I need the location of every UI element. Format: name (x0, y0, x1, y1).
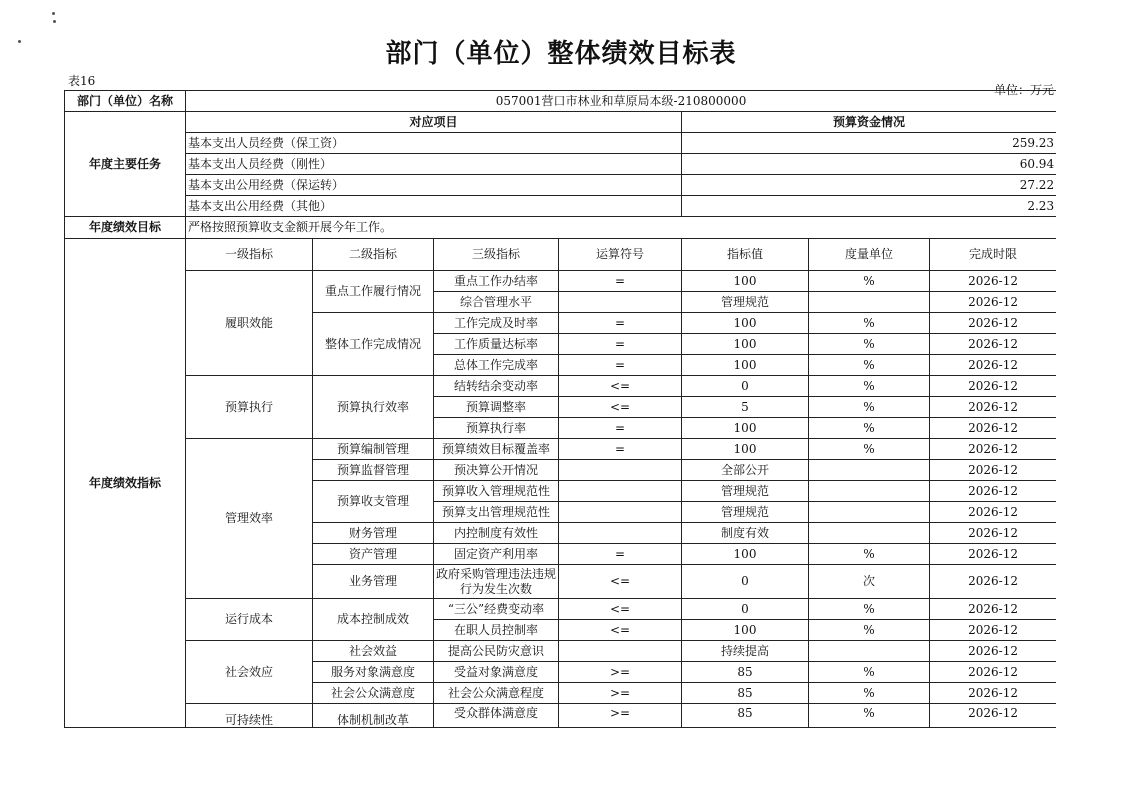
task-row (65, 175, 1057, 196)
indicator-l3: 预决算公开情况 (434, 460, 559, 481)
indicator-time: 2026-12 (930, 292, 1057, 313)
indicator-unit: % (809, 544, 930, 565)
indicator-value: 100 (682, 544, 809, 565)
indicator-unit: % (809, 418, 930, 439)
indicator-l3: 工作完成及时率 (434, 313, 559, 334)
indicator-l3: “三公”经费变动率 (434, 599, 559, 620)
indicator-value: 85 (682, 683, 809, 704)
indicator-l2: 社会公众满意度 (313, 683, 434, 704)
indicator-unit: % (809, 376, 930, 397)
indicator-op (559, 502, 682, 523)
goal-text: 严格按照预算收支金额开展今年工作。 (186, 217, 1057, 239)
indicator-op (559, 481, 682, 502)
indicator-time: 2026-12 (930, 620, 1057, 641)
indicator-op (559, 523, 682, 544)
indicator-unit: % (809, 683, 930, 704)
indicator-time: 2026-12 (930, 418, 1057, 439)
indicator-time: 2026-12 (930, 460, 1057, 481)
indicator-l2: 社会效益 (313, 641, 434, 662)
task-row (65, 196, 1057, 217)
indicator-time: 2026-12 (930, 523, 1057, 544)
indicator-op: >= (559, 662, 682, 683)
indicator-l1: 可持续性 (186, 704, 313, 728)
indicator-value: 5 (682, 397, 809, 418)
indicator-unit (809, 481, 930, 502)
indicator-value: 制度有效 (682, 523, 809, 544)
indicator-l3: 结转结余变动率 (434, 376, 559, 397)
indicator-op: = (559, 334, 682, 355)
indicator-op: <= (559, 599, 682, 620)
task-item: 基本支出人员经费（刚性） (186, 154, 682, 175)
indicator-l2: 服务对象满意度 (313, 662, 434, 683)
page-title: 部门（单位）整体绩效目标表 (385, 39, 737, 69)
indicator-unit: % (809, 620, 930, 641)
task-amount: 259.23 (682, 133, 1057, 154)
table-number: 表16 (68, 74, 96, 88)
indicator-time: 2026-12 (930, 683, 1057, 704)
indicator-op: >= (559, 704, 682, 728)
header-time: 完成时限 (930, 239, 1057, 271)
indicator-l3: 内控制度有效性 (434, 523, 559, 544)
indicator-l3: 总体工作完成率 (434, 355, 559, 376)
indicator-unit (809, 641, 930, 662)
indicator-time: 2026-12 (930, 662, 1057, 683)
indicator-l1: 社会效应 (186, 641, 313, 704)
indicator-l2: 业务管理 (313, 565, 434, 599)
task-amount: 60.94 (682, 154, 1057, 175)
indicator-l3: 预算收入管理规范性 (434, 481, 559, 502)
task-label: 年度主要任务 (65, 112, 186, 217)
task-item: 基本支出人员经费（保工资） (186, 133, 682, 154)
indicator-l2: 整体工作完成情况 (313, 313, 434, 376)
indicator-op: = (559, 313, 682, 334)
header-l1: 一级指标 (186, 239, 313, 271)
indicator-l3: 提高公民防灾意识 (434, 641, 559, 662)
indicator-l2: 预算监督管理 (313, 460, 434, 481)
indicator-op (559, 292, 682, 313)
task-col-item: 对应项目 (186, 112, 682, 133)
indicator-value: 持续提高 (682, 641, 809, 662)
indicator-time: 2026-12 (930, 599, 1057, 620)
indicator-op: = (559, 355, 682, 376)
indicator-value: 100 (682, 439, 809, 460)
indicator-l2: 预算收支管理 (313, 481, 434, 523)
indicator-op: <= (559, 565, 682, 599)
indicator-op: >= (559, 683, 682, 704)
indicator-op: = (559, 418, 682, 439)
indicator-l2: 资产管理 (313, 544, 434, 565)
indicator-value: 85 (682, 662, 809, 683)
indicator-unit: 次 (809, 565, 930, 599)
indicator-unit: % (809, 313, 930, 334)
goal-row (65, 217, 1057, 239)
indicator-l2: 体制机制改革 (313, 704, 434, 728)
indicator-value: 管理规范 (682, 292, 809, 313)
indicator-op: = (559, 544, 682, 565)
header-l3: 三级指标 (434, 239, 559, 271)
task-row (65, 154, 1057, 175)
indicator-op (559, 460, 682, 481)
scan-speck (52, 12, 55, 15)
indicator-row (65, 641, 1057, 662)
indicator-l1: 管理效率 (186, 439, 313, 599)
indicator-op: <= (559, 376, 682, 397)
indicator-time: 2026-12 (930, 565, 1057, 599)
indicator-l2: 财务管理 (313, 523, 434, 544)
indicator-l3: 预算绩效目标覆盖率 (434, 439, 559, 460)
indicator-l1: 预算执行 (186, 376, 313, 439)
dept-row (65, 91, 1057, 112)
indicator-l3: 受益对象满意度 (434, 662, 559, 683)
indicator-value: 全部公开 (682, 460, 809, 481)
task-col-budget: 预算资金情况 (682, 112, 1057, 133)
indicator-time: 2026-12 (930, 502, 1057, 523)
indicator-l3: 固定资产利用率 (434, 544, 559, 565)
indicator-unit (809, 502, 930, 523)
indicator-value: 100 (682, 313, 809, 334)
indicator-time: 2026-12 (930, 271, 1057, 292)
indicator-time: 2026-12 (930, 376, 1057, 397)
indicator-row (65, 439, 1057, 460)
indicator-op: = (559, 271, 682, 292)
indicator-label: 年度绩效指标 (65, 239, 186, 728)
indicator-value: 100 (682, 334, 809, 355)
indicator-l3: 综合管理水平 (434, 292, 559, 313)
header-op: 运算符号 (559, 239, 682, 271)
task-amount: 27.22 (682, 175, 1057, 196)
dept-value: 057001营口市林业和草原局本级-210800000 (186, 91, 1057, 112)
indicator-time: 2026-12 (930, 544, 1057, 565)
indicator-unit: % (809, 439, 930, 460)
indicator-row (65, 271, 1057, 292)
indicator-time: 2026-12 (930, 704, 1057, 728)
indicator-l2: 预算编制管理 (313, 439, 434, 460)
indicator-l1: 履职效能 (186, 271, 313, 376)
task-amount: 2.23 (682, 196, 1057, 217)
indicator-l2: 重点工作履行情况 (313, 271, 434, 313)
performance-table (64, 90, 1056, 728)
scan-speck (53, 20, 56, 23)
indicator-l3: 工作质量达标率 (434, 334, 559, 355)
indicator-l3: 预算调整率 (434, 397, 559, 418)
task-item: 基本支出公用经费（其他） (186, 196, 682, 217)
indicator-time: 2026-12 (930, 439, 1057, 460)
indicator-unit: % (809, 334, 930, 355)
dept-label: 部门（单位）名称 (65, 91, 186, 112)
indicator-time: 2026-12 (930, 641, 1057, 662)
indicator-op (559, 641, 682, 662)
indicator-op: <= (559, 397, 682, 418)
indicator-op: <= (559, 620, 682, 641)
indicator-time: 2026-12 (930, 397, 1057, 418)
task-item: 基本支出公用经费（保运转） (186, 175, 682, 196)
indicator-op: = (559, 439, 682, 460)
indicator-time: 2026-12 (930, 355, 1057, 376)
indicator-value: 0 (682, 376, 809, 397)
indicator-value: 0 (682, 565, 809, 599)
indicator-l3: 重点工作办结率 (434, 271, 559, 292)
header-value: 指标值 (682, 239, 809, 271)
indicator-value: 管理规范 (682, 502, 809, 523)
indicator-unit (809, 292, 930, 313)
indicator-l3: 社会公众满意程度 (434, 683, 559, 704)
indicator-row (65, 704, 1057, 728)
indicator-value: 85 (682, 704, 809, 728)
indicator-unit: % (809, 599, 930, 620)
indicator-value: 100 (682, 271, 809, 292)
indicator-value: 管理规范 (682, 481, 809, 502)
indicator-value: 100 (682, 418, 809, 439)
indicator-unit (809, 460, 930, 481)
indicator-unit: % (809, 271, 930, 292)
indicator-row (65, 376, 1057, 397)
indicator-unit: % (809, 355, 930, 376)
header-unit: 度量单位 (809, 239, 930, 271)
indicator-l1: 运行成本 (186, 599, 313, 641)
goal-label: 年度绩效目标 (65, 217, 186, 239)
task-header-row (65, 112, 1057, 133)
indicator-value: 0 (682, 599, 809, 620)
indicator-l3: 预算执行率 (434, 418, 559, 439)
indicator-unit: % (809, 662, 930, 683)
unit-label: 单位：万元 (993, 83, 1054, 97)
indicator-header-row (65, 239, 1057, 271)
indicator-l3: 预算支出管理规范性 (434, 502, 559, 523)
indicator-unit (809, 523, 930, 544)
indicator-value: 100 (682, 620, 809, 641)
task-row (65, 133, 1057, 154)
indicator-time: 2026-12 (930, 481, 1057, 502)
indicator-l3: 受众群体满意度 (434, 704, 559, 728)
indicator-time: 2026-12 (930, 313, 1057, 334)
indicator-l2: 成本控制成效 (313, 599, 434, 641)
indicator-time: 2026-12 (930, 334, 1057, 355)
header-l2: 二级指标 (313, 239, 434, 271)
performance-table-sheet (64, 90, 1056, 738)
indicator-l3: 在职人员控制率 (434, 620, 559, 641)
indicator-l2: 预算执行效率 (313, 376, 434, 439)
indicator-l3: 政府采购管理违法违规行为发生次数 (434, 565, 559, 599)
indicator-row (65, 599, 1057, 620)
indicator-unit: % (809, 704, 930, 728)
indicator-value: 100 (682, 355, 809, 376)
indicator-unit: % (809, 397, 930, 418)
